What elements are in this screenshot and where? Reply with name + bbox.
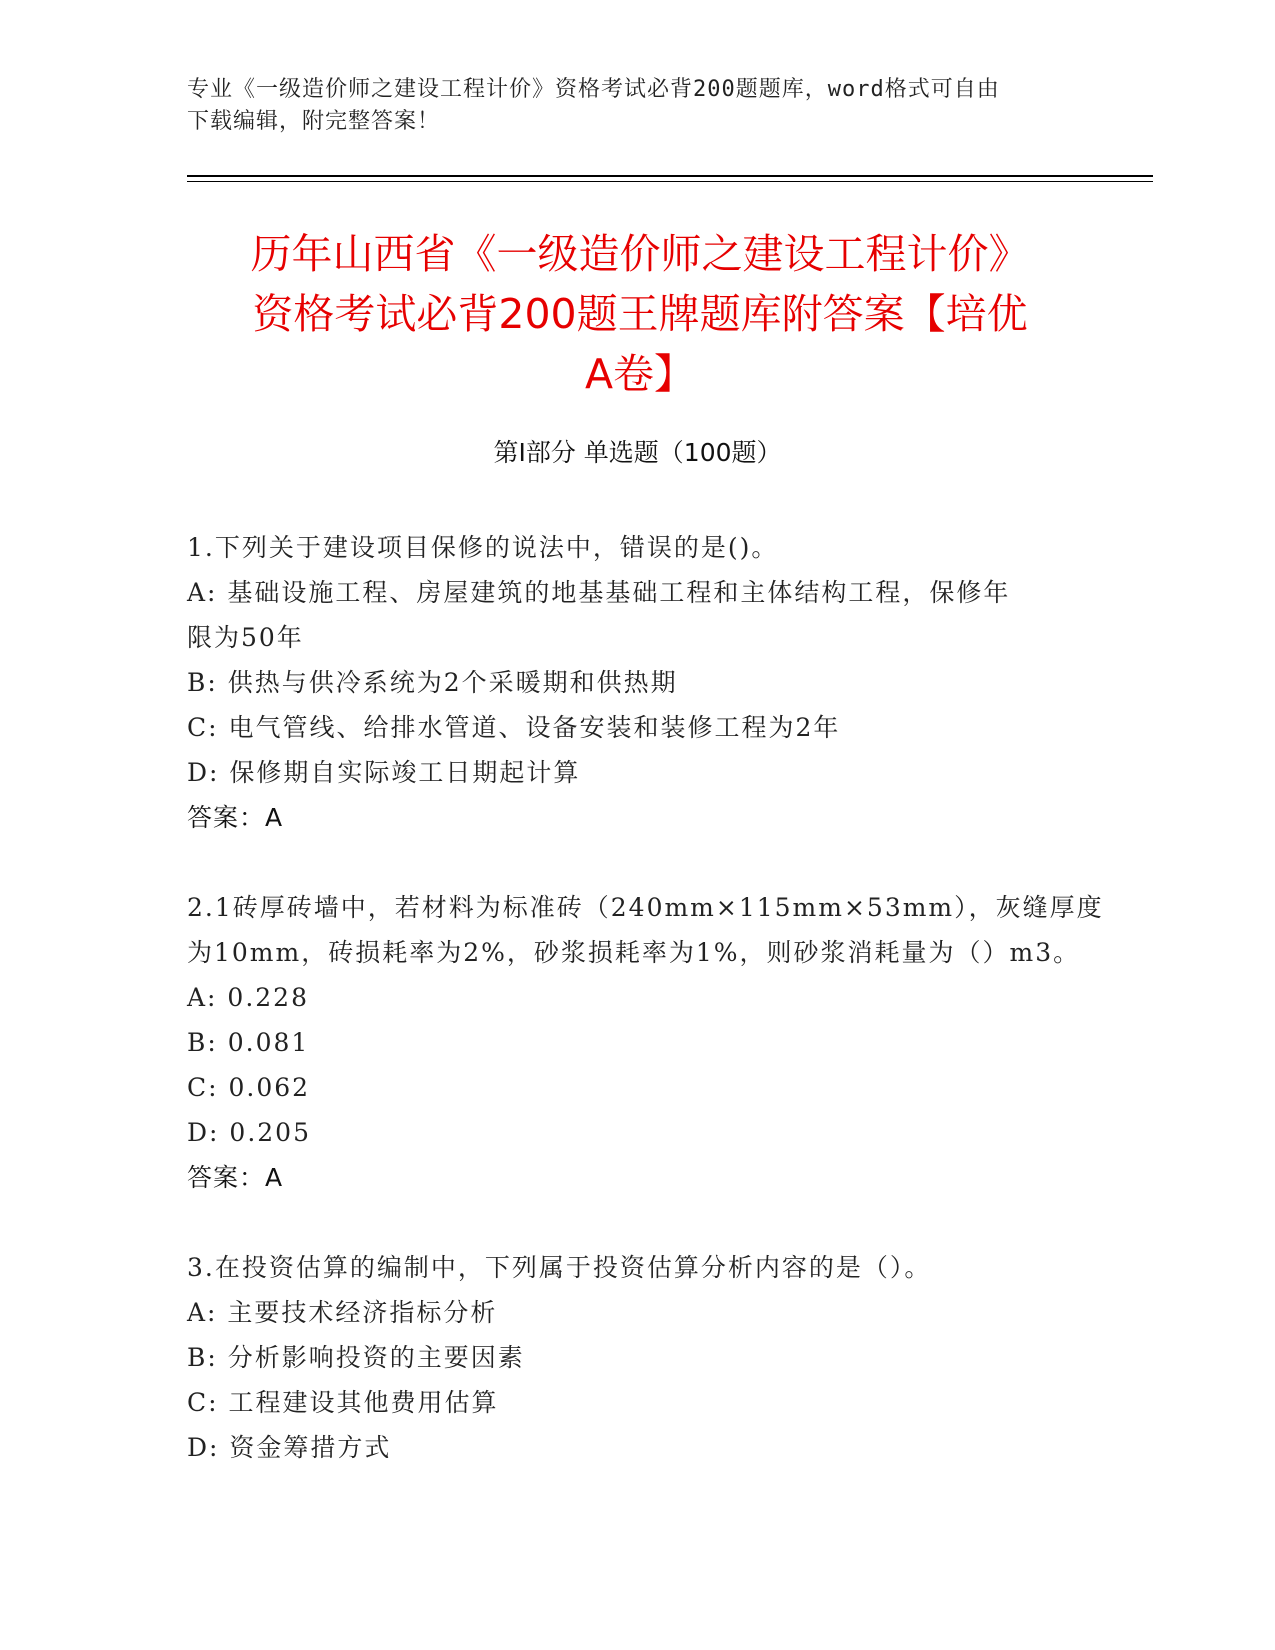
question-spacer (187, 840, 1087, 885)
answer-option: D: 0.205 (187, 1118, 311, 1147)
header-note-line: 下载编辑，附完整答案！ (187, 109, 441, 134)
answer-key: 答案：A (187, 803, 284, 832)
title-line: 资格考试必背200题王牌题库附答案【培优 (252, 290, 1028, 338)
answer-option: A: 0.228 (187, 983, 309, 1012)
answer-option: 限为50年 (187, 623, 304, 652)
question-block (187, 885, 1104, 1200)
title-line: 历年山西省《一级造价师之建设工程计价》 (250, 230, 1030, 278)
question-block (187, 1245, 1087, 1470)
question-block (187, 525, 1087, 840)
header-note-line: 专业《一级造价师之建设工程计价》资格考试必背200题题库，word格式可自由 (187, 77, 1000, 102)
document-title (180, 224, 1100, 404)
question-stem: 1.下列关于建设项目保修的说法中，错误的是()。 (187, 533, 779, 562)
header-divider (187, 175, 1153, 177)
answer-option: B: 0.081 (187, 1028, 310, 1057)
answer-option: A: 基础设施工程、房屋建筑的地基基础工程和主体结构工程，保修年 (187, 578, 1011, 607)
question-stem: 3.在投资估算的编制中，下列属于投资估算分析内容的是（）。 (187, 1253, 932, 1282)
answer-key: 答案：A (187, 1163, 284, 1192)
question-spacer (187, 1200, 1087, 1245)
answer-option: C: 工程建设其他费用估算 (187, 1388, 499, 1417)
answer-option: A: 主要技术经济指标分析 (187, 1298, 498, 1327)
answer-option: B: 供热与供冷系统为2个采暖期和供热期 (187, 668, 678, 697)
answer-option: C: 电气管线、给排水管道、设备安装和装修工程为2年 (187, 713, 841, 742)
question-stem: 2.1砖厚砖墙中，若材料为标准砖（240mm×115mm×53mm），灰缝厚度 (187, 893, 1104, 922)
answer-option: C: 0.062 (187, 1073, 311, 1102)
answer-option: D: 资金筹措方式 (187, 1433, 392, 1462)
question-list (187, 525, 1104, 1470)
header-note (187, 74, 1087, 138)
section-heading: 第I部分 单选题（100题） (493, 438, 782, 467)
answer-option: D: 保修期自实际竣工日期起计算 (187, 758, 581, 787)
question-stem: 为10mm，砖损耗率为2%，砂浆损耗率为1%，则砂浆消耗量为（）m3。 (187, 938, 1081, 967)
title-line: A卷】 (584, 350, 696, 398)
answer-option: B: 分析影响投资的主要因素 (187, 1343, 525, 1372)
header-divider-thin (187, 181, 1153, 182)
